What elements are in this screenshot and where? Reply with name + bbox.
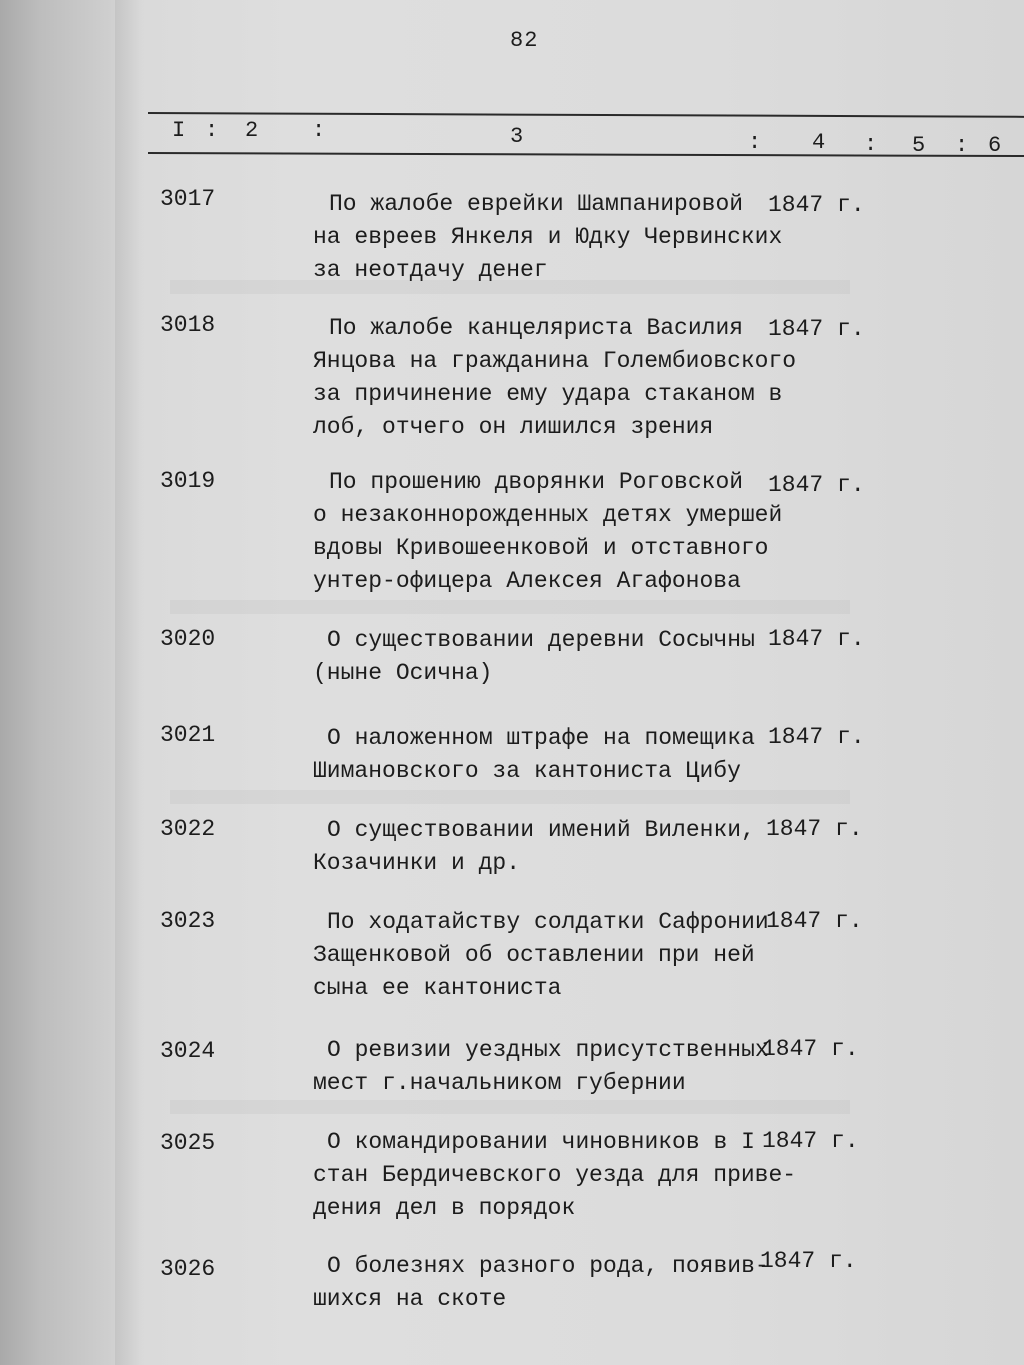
entry-description: О существовании имений Виленки, Козачинки и др. (313, 817, 755, 876)
column-header-separator: : (312, 118, 326, 143)
entry-description: По прошению дворянки Роговской о незаконнорожденных детях умершей вдовы Кривошеенковой и отставного унтер-офицера Алексея Агафонова (313, 469, 783, 594)
page-number: 82 (510, 28, 539, 53)
entry-description: О болезнях разного рода, появив- шихся на скоте (313, 1253, 769, 1312)
page-gutter-shadow (115, 0, 145, 1365)
column-header-separator: : (955, 133, 969, 158)
entry-year: 1847 г. (762, 1128, 859, 1154)
entry-number: 3020 (160, 626, 216, 652)
entry-year: 1847 г. (768, 626, 865, 652)
entry-number: 3019 (160, 468, 216, 494)
column-header-separator: : (864, 132, 878, 157)
entry-description: По ходатайству солдатки Сафронии Защенковой об оставлении при ней сына ее кантониста (313, 909, 769, 1001)
entry-number: 3018 (160, 312, 216, 338)
entry-number: 3026 (160, 1256, 216, 1282)
bleed-through-mark (170, 790, 850, 804)
entry-number: 3022 (160, 816, 216, 842)
entry-description: По жалобе канцеляриста Василия Янцова на гражданина Голембиовского за причинение ему удара стаканом в лоб, отчего он лишился зрения (313, 315, 797, 440)
bleed-through-mark (170, 1100, 850, 1114)
entry-number: 3023 (160, 908, 216, 934)
entry-year: 1847 г. (768, 192, 865, 218)
column-header-2: 2 (245, 118, 259, 143)
entry-description: О существовании деревни Сосычны (ныне Осична) (313, 627, 755, 686)
column-header-separator: : (205, 118, 219, 143)
entry-year: 1847 г. (768, 724, 865, 750)
header-rule-bottom (148, 152, 1024, 157)
entry-description: По жалобе еврейки Шампанировой на евреев Янкеля и Юдку Червинских за неотдачу денег (313, 191, 783, 283)
column-header-1: I (172, 118, 186, 143)
entry-year: 1847 г. (766, 908, 863, 934)
entry-description: О ревизии уездных присутственных мест г.начальником губернии (313, 1037, 769, 1096)
column-header-separator: : (748, 130, 762, 155)
column-header-4: 4 (812, 130, 826, 155)
entry-year: 1847 г. (768, 472, 865, 498)
entry-year: 1847 г. (766, 816, 863, 842)
header-rule-top (148, 112, 1024, 118)
entry-number: 3021 (160, 722, 216, 748)
column-header-5: 5 (912, 133, 926, 158)
entry-number: 3017 (160, 186, 216, 212)
bleed-through-mark (170, 600, 850, 614)
entry-number: 3024 (160, 1038, 216, 1064)
entry-year: 1847 г. (760, 1248, 857, 1274)
entry-number: 3025 (160, 1130, 216, 1156)
column-header-6: 6 (988, 133, 1002, 158)
entry-description: О командировании чиновников в I стан Бердичевского уезда для приве- дения дел в порядок (313, 1129, 797, 1221)
entry-year: 1847 г. (768, 316, 865, 342)
entry-year: 1847 г. (762, 1036, 859, 1062)
column-header-3: 3 (510, 124, 524, 149)
entry-description: О наложенном штрафе на помещика Шимановского за кантониста Цибу (313, 725, 755, 784)
